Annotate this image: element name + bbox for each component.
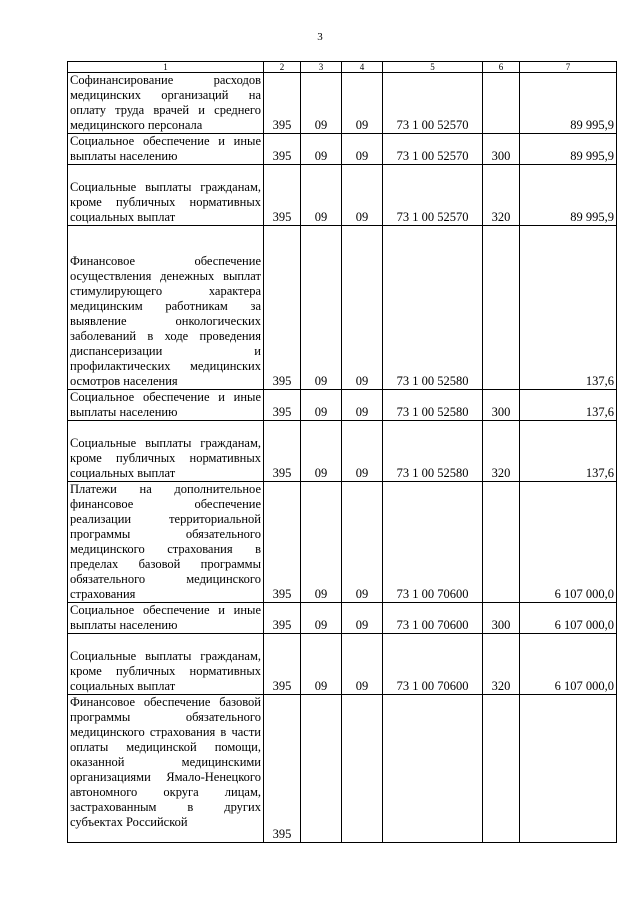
cell-admin-code: 395 (264, 421, 301, 482)
cell-admin-code: 395 (264, 165, 301, 226)
table-row (68, 73, 617, 134)
page-number: 3 (317, 31, 323, 43)
row-name: Социальные выплаты гражданам, кроме публичных нормативных социальных выплат (68, 634, 264, 695)
column-header: 3 (301, 62, 342, 73)
cell-subsection: 09 (342, 73, 383, 134)
cell-expense-type: 320 (483, 421, 520, 482)
row-name: Социальное обеспечение и иные выплаты населению (68, 390, 264, 421)
cell-amount: 89 995,9 (520, 134, 617, 165)
row-name: Платежи на дополнительное финансовое обеспечение реализации территориальной программы обязательного медицинского страхования в пределах базовой программы обязательного медицинского страхования (68, 482, 264, 603)
table-row (68, 165, 617, 226)
cell-expense-type (483, 226, 520, 390)
cell-amount (520, 695, 617, 843)
cell-target-article: 73 1 00 70600 (383, 482, 483, 603)
cell-subsection: 09 (342, 634, 383, 695)
cell-subsection: 09 (342, 134, 383, 165)
column-header: 5 (383, 62, 483, 73)
cell-target-article: 73 1 00 70600 (383, 634, 483, 695)
cell-admin-code: 395 (264, 226, 301, 390)
row-name: Социальное обеспечение и иные выплаты населению (68, 134, 264, 165)
cell-subsection: 09 (342, 421, 383, 482)
cell-admin-code: 395 (264, 634, 301, 695)
cell-target-article: 73 1 00 70600 (383, 603, 483, 634)
table-row (68, 695, 617, 843)
cell-section (301, 695, 342, 843)
cell-amount: 6 107 000,0 (520, 634, 617, 695)
cell-amount: 137,6 (520, 226, 617, 390)
column-header: 1 (68, 62, 264, 73)
cell-expense-type (483, 73, 520, 134)
row-name: Финансовое обеспечение базовой программы обязательного медицинского страхования в части оплаты медицинской помощи, оказанной медицинскими организациями Ямало-Ненецкого автономного округа лицам, застрахованным в других субъектах Российской (68, 695, 264, 843)
cell-target-article (383, 695, 483, 843)
cell-expense-type: 320 (483, 165, 520, 226)
budget-table (67, 61, 617, 843)
cell-admin-code: 395 (264, 603, 301, 634)
cell-section: 09 (301, 165, 342, 226)
cell-target-article: 73 1 00 52570 (383, 134, 483, 165)
cell-section: 09 (301, 482, 342, 603)
cell-admin-code: 395 (264, 390, 301, 421)
cell-section: 09 (301, 634, 342, 695)
cell-expense-type: 300 (483, 390, 520, 421)
table-row (68, 134, 617, 165)
cell-expense-type (483, 695, 520, 843)
table-row (68, 421, 617, 482)
table-row (68, 226, 617, 390)
cell-section: 09 (301, 226, 342, 390)
cell-section: 09 (301, 73, 342, 134)
cell-subsection: 09 (342, 165, 383, 226)
row-name: Социальные выплаты гражданам, кроме публичных нормативных социальных выплат (68, 165, 264, 226)
cell-admin-code: 395 (264, 482, 301, 603)
table-row (68, 390, 617, 421)
cell-amount: 137,6 (520, 390, 617, 421)
cell-target-article: 73 1 00 52570 (383, 165, 483, 226)
cell-admin-code: 395 (264, 134, 301, 165)
column-header: 4 (342, 62, 383, 73)
table-row (68, 634, 617, 695)
table-row (68, 482, 617, 603)
cell-admin-code: 395 (264, 695, 301, 843)
cell-amount: 6 107 000,0 (520, 603, 617, 634)
cell-expense-type: 320 (483, 634, 520, 695)
cell-target-article: 73 1 00 52570 (383, 73, 483, 134)
cell-amount: 89 995,9 (520, 165, 617, 226)
cell-amount: 89 995,9 (520, 73, 617, 134)
cell-admin-code: 395 (264, 73, 301, 134)
cell-expense-type: 300 (483, 603, 520, 634)
cell-expense-type: 300 (483, 134, 520, 165)
cell-amount: 6 107 000,0 (520, 482, 617, 603)
row-name: Социальное обеспечение и иные выплаты населению (68, 603, 264, 634)
column-header: 2 (264, 62, 301, 73)
column-header: 7 (520, 62, 617, 73)
table-row (68, 603, 617, 634)
cell-subsection: 09 (342, 226, 383, 390)
cell-section: 09 (301, 390, 342, 421)
cell-subsection: 09 (342, 390, 383, 421)
cell-subsection: 09 (342, 482, 383, 603)
column-header: 6 (483, 62, 520, 73)
cell-section: 09 (301, 134, 342, 165)
cell-section: 09 (301, 421, 342, 482)
cell-amount: 137,6 (520, 421, 617, 482)
cell-section: 09 (301, 603, 342, 634)
cell-target-article: 73 1 00 52580 (383, 226, 483, 390)
row-name: Социальные выплаты гражданам, кроме публичных нормативных социальных выплат (68, 421, 264, 482)
cell-target-article: 73 1 00 52580 (383, 421, 483, 482)
cell-target-article: 73 1 00 52580 (383, 390, 483, 421)
cell-expense-type (483, 482, 520, 603)
cell-subsection (342, 695, 383, 843)
cell-subsection: 09 (342, 603, 383, 634)
table-header-row (68, 62, 617, 73)
row-name: Финансовое обеспечение осуществления денежных выплат стимулирующего характера медицинским работникам за выявление онкологических заболеваний в ходе проведения диспансеризации и профилактических медицинских осмотров населения (68, 226, 264, 390)
row-name: Софинансирование расходов медицинских организаций на оплату труда врачей и среднего медицинского персонала (68, 73, 264, 134)
